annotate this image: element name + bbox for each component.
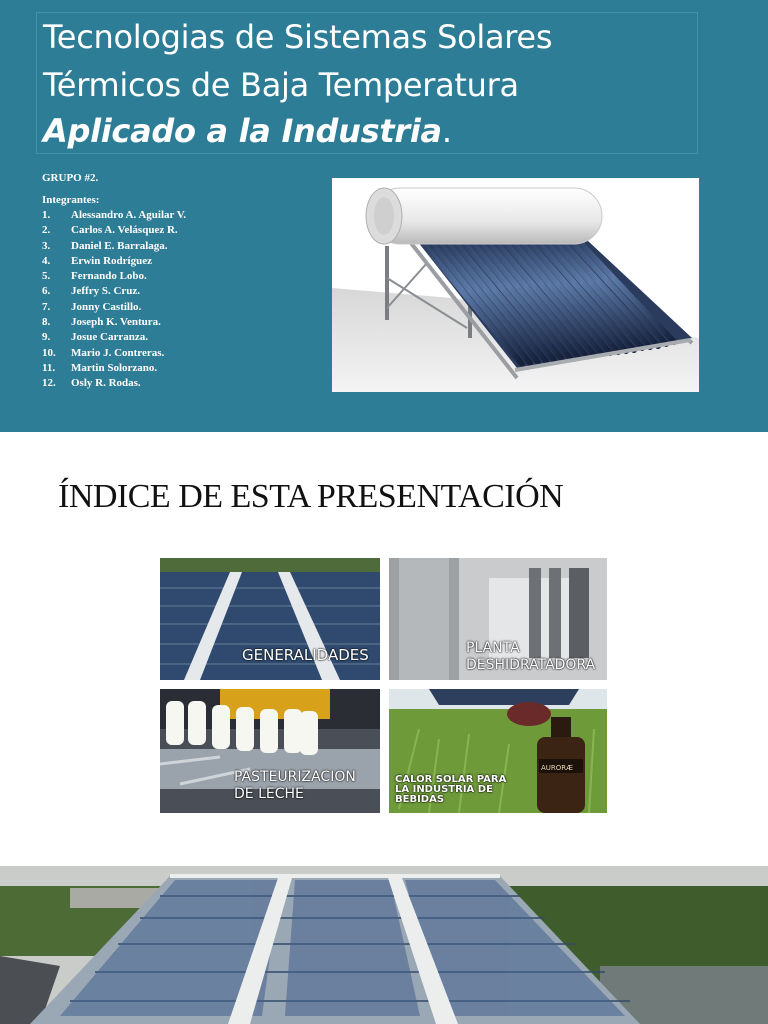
title-line-2: Térmicos de Baja Temperatura [43,66,519,104]
member-item [42,300,322,315]
tile-planta-deshidratadora [389,558,607,680]
member-number: 6. [42,285,51,298]
member-number: 10. [42,346,56,359]
member-number: 12. [42,377,56,390]
member-item [42,208,322,223]
member-name: Erwin Rodríguez [71,254,152,267]
member-name: Martin Solorzano. [71,361,158,374]
index-title: ÍNDICE DE ESTA PRESENTACIÓN [58,478,564,515]
member-item [42,239,322,254]
member-number: 3. [42,239,51,252]
member-name: Osly R. Rodas. [71,377,141,390]
tile-label: GENERALIDADES [242,646,369,664]
member-item [42,269,322,284]
member-number: 7. [42,300,51,313]
title-slide [0,0,768,432]
member-name: Josue Carranza. [71,331,148,344]
member-name: Joseph K. Ventura. [71,316,161,329]
member-number: 5. [42,270,51,283]
member-name: Carlos A. Velásquez R. [71,224,178,237]
title-line-3 [43,111,452,151]
member-item [42,361,322,376]
member-name: Fernando Lobo. [71,270,147,283]
solar-water-heater-image [332,178,699,392]
title-box [36,12,698,154]
tile-label: CALOR SOLAR PARA LA INDUSTRIA DE BEBIDAS [395,774,507,805]
member-number: 4. [42,254,51,267]
members-heading: Integrantes: [42,194,100,206]
group-label: GRUPO #2. [42,172,99,184]
tile-generalidades [160,558,380,680]
tile-label: PLANTA DESHIDRATADORA [466,640,596,673]
solar-water-heater-illustration [332,178,699,392]
member-number: 2. [42,224,51,237]
member-name: Jonny Castillo. [71,300,142,313]
tile-label: PASTEURIZACION DE LECHE [234,769,356,802]
member-name: Daniel E. Barralaga. [71,239,168,252]
member-item [42,346,322,361]
title-emphasis: Aplicado a la Industria [43,112,442,150]
water-tank [366,188,602,244]
member-list [42,208,322,392]
member-item [42,330,322,345]
rooftop-solar-collectors-image [0,866,768,1024]
member-name: Alessandro A. Aguilar V. [71,209,187,221]
member-item [42,315,322,330]
member-name: Jeffry S. Cruz. [71,285,141,298]
member-number: 8. [42,316,51,329]
member-number: 1. [42,209,51,221]
member-number: 9. [42,331,51,344]
bottle-label: AURORÆ [541,764,573,772]
title-line-1: Tecnologias de Sistemas Solares [43,18,553,56]
rooftop-collectors-illustration [0,866,768,1024]
title-period: . [441,112,452,150]
member-item [42,376,322,391]
member-number: 11. [42,361,56,374]
member-item [42,254,322,269]
member-name: Mario J. Contreras. [71,346,165,359]
tile-calor-solar-bebidas [389,689,607,813]
tile-pasteurizacion [160,689,380,813]
member-item [42,284,322,299]
member-item [42,223,322,238]
